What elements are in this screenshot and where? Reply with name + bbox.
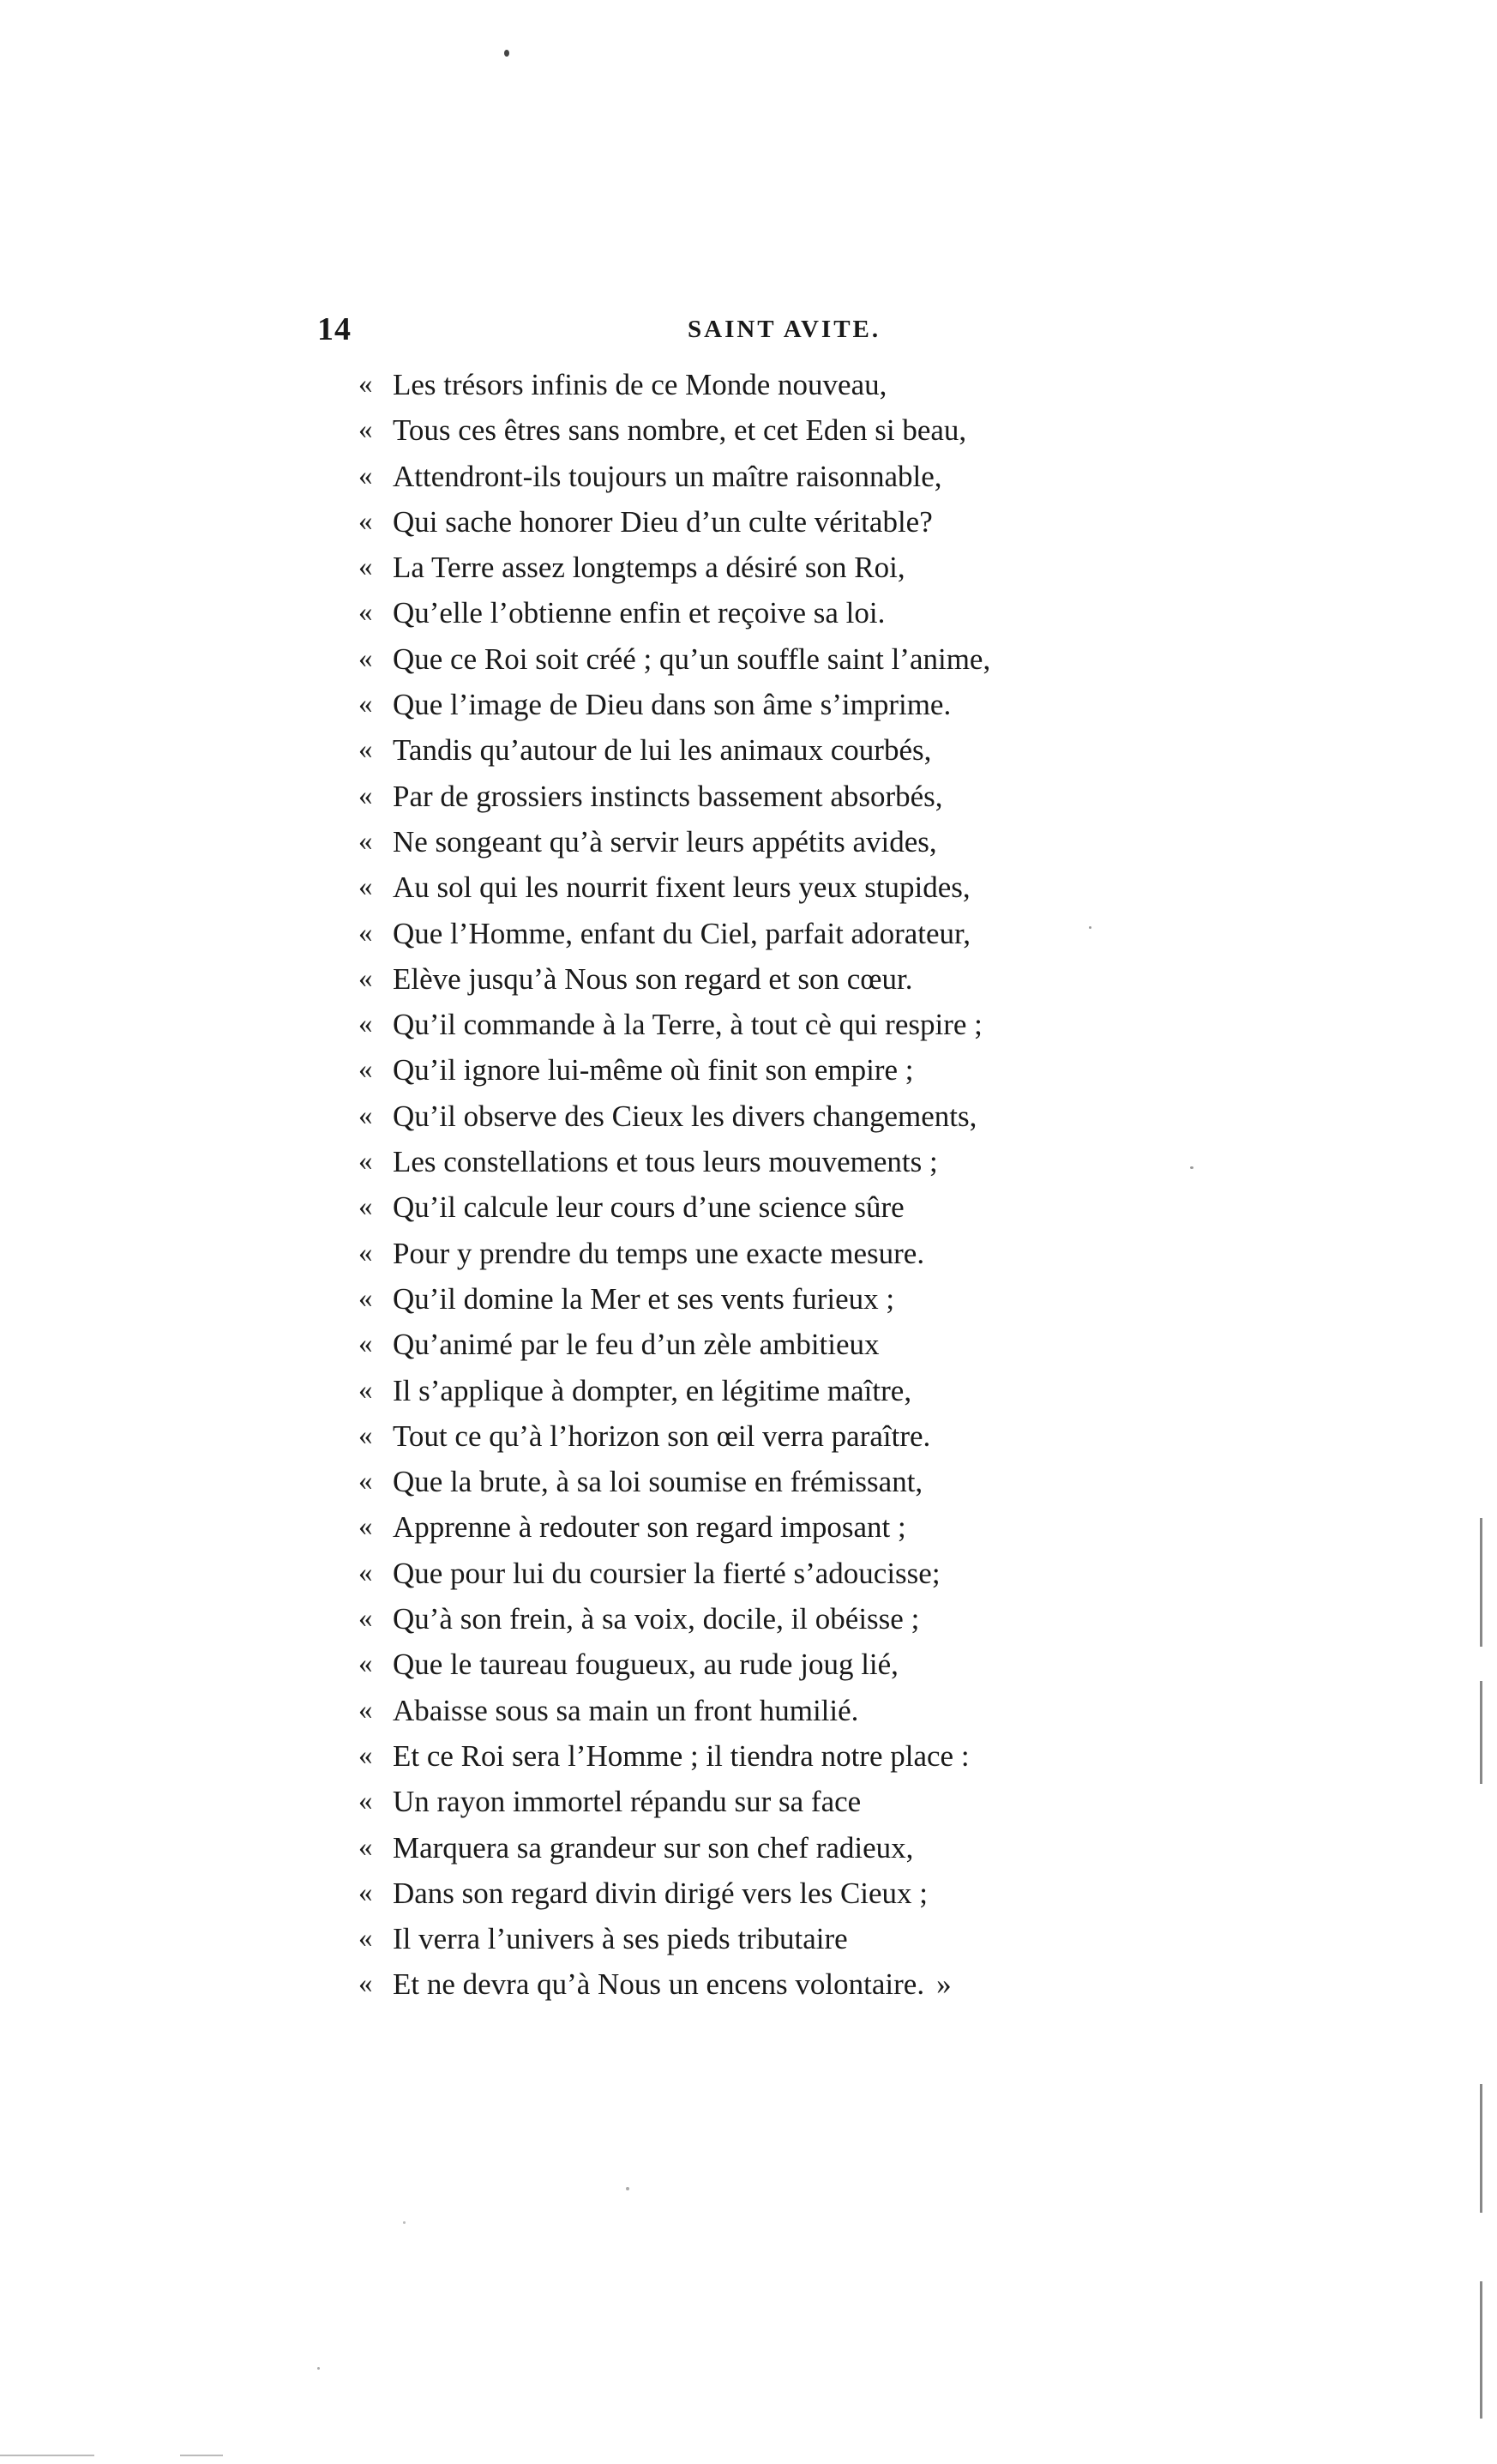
verse-words: Dans son regard divin dirigé vers les Cieux ; bbox=[393, 1876, 929, 1910]
verse-text bbox=[393, 407, 966, 453]
quotation-mark: « bbox=[358, 1968, 373, 2000]
verse-line bbox=[358, 636, 1147, 682]
verse-words: Qui sache honorer Dieu d’un culte véritable? bbox=[393, 504, 933, 539]
quotation-mark: « bbox=[358, 1328, 373, 1360]
verse-words: Qu’il commande à la Terre, à tout cè qui respire ; bbox=[393, 1008, 983, 1042]
quotation-mark: « bbox=[358, 825, 373, 857]
quotation-mark: « bbox=[358, 1648, 373, 1680]
verse-text bbox=[393, 545, 905, 590]
quotation-mark: « bbox=[358, 369, 373, 400]
verse-text bbox=[393, 1596, 919, 1642]
verse-text bbox=[393, 1551, 941, 1596]
verse-text bbox=[393, 1688, 858, 1733]
verse-words: Il verra l’univers à ses pieds tributaire bbox=[393, 1922, 848, 1956]
quotation-mark: « bbox=[358, 460, 373, 491]
verse-words: Et ce Roi sera l’Homme ; il tiendra notre place : bbox=[393, 1738, 970, 1773]
verse-line bbox=[358, 590, 1147, 636]
verse-line bbox=[358, 1276, 1147, 1322]
verse-text bbox=[393, 956, 913, 1002]
verse-words: Abaisse sous sa main un front humilié. bbox=[393, 1693, 859, 1727]
page-number: 14 bbox=[317, 311, 352, 347]
verse-words: Un rayon immortel répandu sur sa face bbox=[393, 1785, 862, 1819]
verse-words: Qu’il calcule leur cours d’une science sûre bbox=[393, 1190, 905, 1225]
verse-text bbox=[393, 1871, 928, 1916]
verse-line bbox=[358, 362, 1147, 407]
quotation-mark: « bbox=[358, 1557, 373, 1588]
quotation-mark: « bbox=[358, 551, 373, 583]
verse-words: Qu’il ignore lui-même où finit son empire ; bbox=[393, 1053, 914, 1087]
verse-words: Marquera sa grandeur sur son chef radieux, bbox=[393, 1830, 914, 1865]
verse-text bbox=[393, 499, 933, 545]
verse-words: La Terre assez longtemps a désiré son Roi, bbox=[393, 551, 905, 585]
verse-words: Les trésors infinis de ce Monde nouveau, bbox=[393, 368, 887, 401]
quotation-mark: « bbox=[358, 871, 373, 903]
verse-line bbox=[358, 454, 1147, 499]
verse-line bbox=[358, 727, 1147, 773]
quotation-mark: « bbox=[358, 1146, 373, 1178]
quotation-mark: « bbox=[358, 1877, 373, 1908]
verse-text bbox=[393, 911, 971, 956]
quotation-mark: « bbox=[358, 505, 373, 537]
verse-text bbox=[393, 1231, 924, 1276]
verse-text bbox=[393, 1322, 880, 1367]
verse-line bbox=[358, 1231, 1147, 1276]
margin-scan-line bbox=[1480, 2084, 1482, 2213]
quotation-mark: « bbox=[358, 1054, 373, 1086]
verse-line bbox=[358, 1322, 1147, 1367]
verse-text bbox=[393, 454, 942, 499]
quotation-mark: « bbox=[358, 1603, 373, 1635]
verse-line bbox=[358, 1459, 1147, 1504]
verse-line bbox=[358, 1871, 1147, 1916]
scan-speck bbox=[626, 2187, 629, 2190]
quotation-mark: « bbox=[358, 642, 373, 674]
scan-speck bbox=[317, 2367, 320, 2370]
verse-text bbox=[393, 727, 931, 773]
verse-text bbox=[393, 1916, 848, 1961]
quotation-mark: « bbox=[358, 1191, 373, 1223]
verse-words: Que l’Homme, enfant du Ciel, parfait adorateur, bbox=[393, 916, 971, 950]
closing-quotation-mark: » bbox=[936, 1967, 952, 2002]
verse-line bbox=[358, 1596, 1147, 1642]
bottom-scan-line bbox=[0, 2455, 94, 2456]
running-title: SAINT AVITE. bbox=[688, 316, 881, 343]
verse-line bbox=[358, 1688, 1147, 1733]
quotation-mark: « bbox=[358, 734, 373, 766]
verse-words: Pour y prendre du temps une exacte mesure. bbox=[393, 1236, 925, 1270]
verse-line bbox=[358, 1642, 1147, 1687]
verse-line bbox=[358, 865, 1147, 910]
bottom-scan-line bbox=[180, 2455, 223, 2456]
verse-words: Par de grossiers instincts bassement absorbés, bbox=[393, 779, 943, 813]
verse-words: Ne songeant qu’à servir leurs appétits avides, bbox=[393, 824, 937, 858]
quotation-mark: « bbox=[358, 1374, 373, 1406]
quotation-mark: « bbox=[358, 1694, 373, 1726]
verse-line bbox=[358, 1916, 1147, 1961]
verse-line bbox=[358, 1825, 1147, 1871]
verse-text bbox=[393, 362, 887, 407]
verse-text bbox=[393, 1779, 861, 1824]
verse-words: Qu’il domine la Mer et ses vents furieux ; bbox=[393, 1281, 895, 1316]
running-head bbox=[302, 310, 1159, 353]
verse-text bbox=[393, 1368, 911, 1413]
verse-line bbox=[358, 1139, 1147, 1184]
quotation-mark: « bbox=[358, 689, 373, 720]
verse-line bbox=[358, 1961, 1147, 2007]
verse-line bbox=[358, 1184, 1147, 1230]
verse-words: Tous ces êtres sans nombre, et cet Eden si beau, bbox=[393, 413, 967, 448]
verse-text bbox=[393, 1139, 938, 1184]
verse-text bbox=[393, 1504, 906, 1550]
verse-text bbox=[393, 1733, 970, 1779]
quotation-mark: « bbox=[358, 1831, 373, 1863]
verse-line bbox=[358, 911, 1147, 956]
quotation-mark: « bbox=[358, 1739, 373, 1771]
verse-line bbox=[358, 1413, 1147, 1459]
verse-words: Qu’animé par le feu d’un zèle ambitieux bbox=[393, 1328, 880, 1362]
verse-line bbox=[358, 1093, 1147, 1139]
verse-text bbox=[393, 1961, 952, 2007]
verse-text bbox=[393, 1642, 899, 1687]
verse-text bbox=[393, 1825, 913, 1871]
verse-words: Que la brute, à sa loi soumise en frémissant, bbox=[393, 1465, 923, 1499]
scan-speck bbox=[504, 50, 509, 57]
verse-line bbox=[358, 1368, 1147, 1413]
verse-text bbox=[393, 1184, 905, 1230]
verse-words: Qu’à son frein, à sa voix, docile, il obéisse ; bbox=[393, 1602, 920, 1636]
verse-text bbox=[393, 636, 990, 682]
verse-words: Apprenne à redouter son regard imposant ; bbox=[393, 1510, 906, 1545]
quotation-mark: « bbox=[358, 414, 373, 446]
verse-text bbox=[393, 1093, 977, 1139]
quotation-mark: « bbox=[358, 1786, 373, 1817]
quotation-mark: « bbox=[358, 1009, 373, 1040]
verse-words: Les constellations et tous leurs mouvements ; bbox=[393, 1145, 938, 1179]
verse-line bbox=[358, 1047, 1147, 1093]
verse-line bbox=[358, 819, 1147, 865]
quotation-mark: « bbox=[358, 780, 373, 811]
verse-words: Et ne devra qu’à Nous un encens volontaire. bbox=[393, 1967, 925, 2002]
poem-text bbox=[358, 362, 1147, 2008]
scan-speck bbox=[403, 2221, 406, 2224]
verse-words: Qu’il observe des Cieux les divers changements, bbox=[393, 1099, 977, 1133]
quotation-mark: « bbox=[358, 597, 373, 629]
verse-line bbox=[358, 499, 1147, 545]
verse-line bbox=[358, 1779, 1147, 1824]
verse-words: Que pour lui du coursier la fierté s’adoucisse; bbox=[393, 1556, 941, 1590]
verse-text bbox=[393, 774, 943, 819]
quotation-mark: « bbox=[358, 962, 373, 994]
verse-text bbox=[393, 682, 951, 727]
quotation-mark: « bbox=[358, 917, 373, 949]
verse-words: Attendront-ils toujours un maître raisonnable, bbox=[393, 459, 942, 493]
verse-words: Elève jusqu’à Nous son regard et son cœur. bbox=[393, 961, 913, 996]
verse-words: Il s’applique à dompter, en légitime maître, bbox=[393, 1373, 912, 1407]
margin-scan-line bbox=[1480, 1681, 1482, 1784]
quotation-mark: « bbox=[358, 1282, 373, 1314]
verse-text bbox=[393, 865, 971, 910]
verse-text bbox=[393, 1002, 983, 1047]
verse-words: Au sol qui les nourrit fixent leurs yeux stupides, bbox=[393, 871, 971, 905]
verse-line bbox=[358, 682, 1147, 727]
margin-scan-line bbox=[1480, 1518, 1482, 1647]
verse-line bbox=[358, 1551, 1147, 1596]
verse-text bbox=[393, 1459, 923, 1504]
verse-line bbox=[358, 1733, 1147, 1779]
quotation-mark: « bbox=[358, 1923, 373, 1955]
margin-scan-line bbox=[1480, 2281, 1482, 2419]
verse-line bbox=[358, 774, 1147, 819]
quotation-mark: « bbox=[358, 1099, 373, 1131]
quotation-mark: « bbox=[358, 1511, 373, 1543]
verse-text bbox=[393, 819, 937, 865]
verse-line bbox=[358, 1504, 1147, 1550]
verse-text bbox=[393, 1276, 894, 1322]
verse-words: Tout ce qu’à l’horizon son œil verra paraître. bbox=[393, 1419, 931, 1453]
verse-line bbox=[358, 1002, 1147, 1047]
verse-line bbox=[358, 407, 1147, 453]
verse-words: Tandis qu’autour de lui les animaux courbés, bbox=[393, 733, 932, 768]
verse-words: Que l’image de Dieu dans son âme s’imprime. bbox=[393, 688, 952, 722]
verse-text bbox=[393, 1047, 914, 1093]
verse-words: Que le taureau fougueux, au rude joug lié, bbox=[393, 1648, 899, 1682]
verse-words: Qu’elle l’obtienne enfin et reçoive sa loi. bbox=[393, 596, 886, 630]
verse-text bbox=[393, 590, 885, 636]
verse-line bbox=[358, 956, 1147, 1002]
verse-text bbox=[393, 1413, 930, 1459]
quotation-mark: « bbox=[358, 1237, 373, 1268]
quotation-mark: « bbox=[358, 1466, 373, 1497]
quotation-mark: « bbox=[358, 1419, 373, 1451]
verse-words: Que ce Roi soit créé ; qu’un souffle saint l’anime, bbox=[393, 642, 991, 676]
scan-speck bbox=[1089, 926, 1091, 929]
scan-speck bbox=[1190, 1166, 1193, 1169]
verse-line bbox=[358, 545, 1147, 590]
